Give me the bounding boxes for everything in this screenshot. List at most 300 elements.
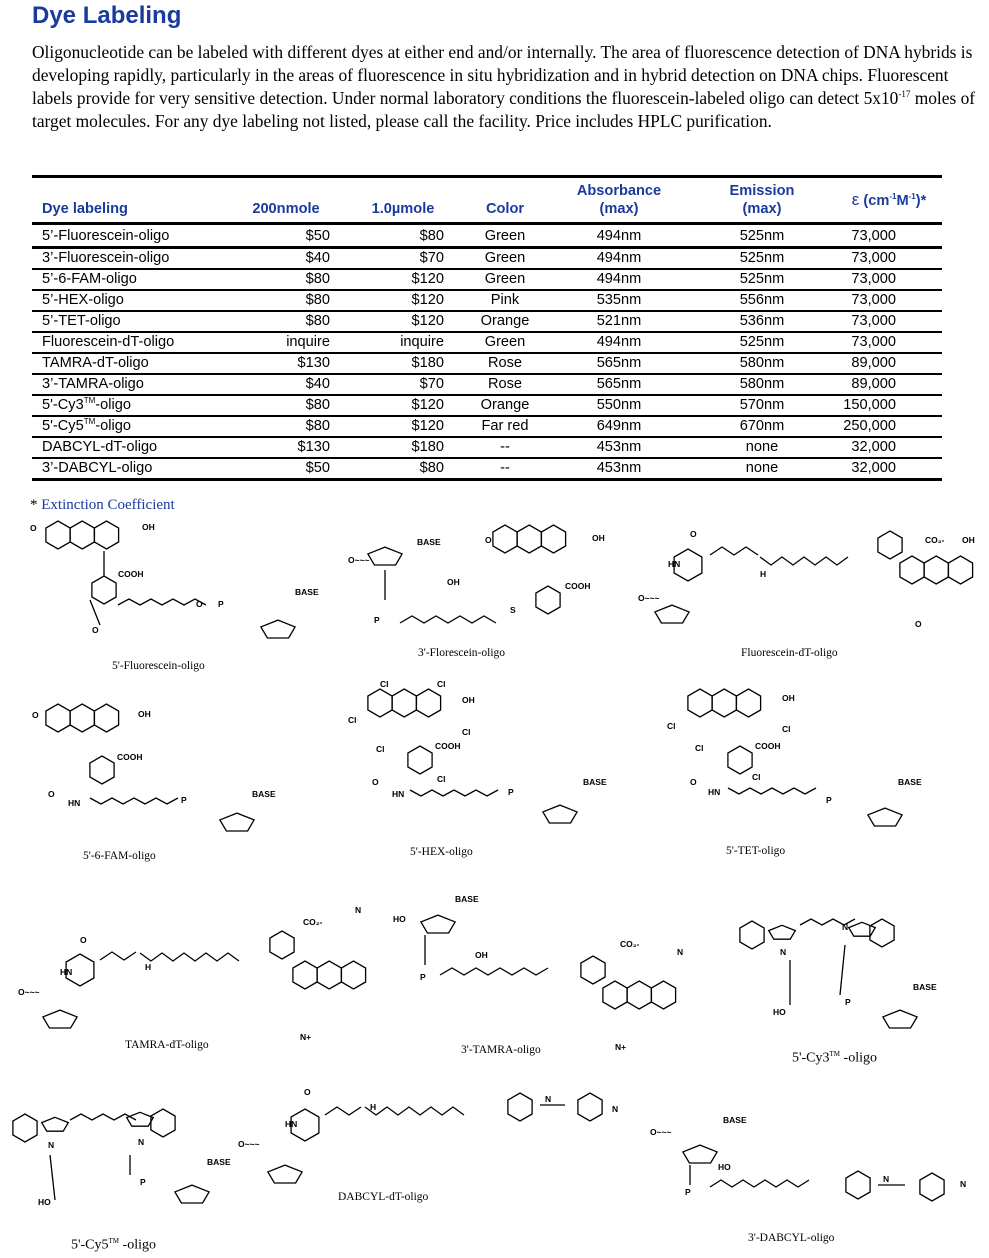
xanthene-ring bbox=[900, 556, 924, 584]
hexyl-linker bbox=[140, 953, 239, 961]
table-row bbox=[32, 248, 942, 270]
cell-color: Orange bbox=[460, 311, 550, 332]
carboxyl-label: COOH bbox=[118, 569, 144, 579]
nitrogen-label: N bbox=[883, 1174, 890, 1184]
table-row bbox=[32, 458, 942, 480]
hexyl-linker bbox=[410, 790, 498, 796]
table-row bbox=[32, 269, 942, 290]
nitrogen-label: N bbox=[842, 922, 849, 932]
cell-abs: 649nm bbox=[550, 416, 688, 437]
cell-em: 580nm bbox=[688, 374, 836, 395]
oxygen-label: O bbox=[485, 535, 492, 545]
caption-fluorescein-dt: Fluorescein-dT-oligo bbox=[741, 647, 838, 659]
caption-cy5-b: -oligo bbox=[119, 1237, 156, 1253]
xanthene-ring bbox=[70, 704, 94, 732]
eps-end: )* bbox=[915, 192, 927, 209]
cell-dye bbox=[32, 269, 226, 290]
cell-color: Orange bbox=[460, 395, 550, 416]
benzoic-ring bbox=[728, 746, 752, 774]
header-emission bbox=[688, 177, 836, 224]
nitrogen-label: N bbox=[48, 1140, 55, 1150]
hydroxyl-label: OH bbox=[138, 709, 151, 719]
cell-p1: $70 bbox=[346, 248, 460, 270]
oxygen-label: O bbox=[690, 777, 697, 787]
cell-abs: 535nm bbox=[550, 290, 688, 311]
carboxylate-label: CO₂- bbox=[303, 917, 323, 927]
oxygen-label: O bbox=[32, 710, 39, 720]
cell-abs: 565nm bbox=[550, 374, 688, 395]
indole-ring bbox=[13, 1114, 37, 1142]
indole-ring bbox=[42, 1117, 69, 1131]
dye-name: 5’-Fluorescein-oligo bbox=[42, 228, 170, 244]
deoxyribose-ring bbox=[268, 1165, 302, 1183]
carboxyl-label: COOH bbox=[755, 741, 781, 751]
caption-cy3 bbox=[792, 1050, 877, 1067]
cell-dye bbox=[32, 458, 226, 480]
cell-eps: 73,000 bbox=[836, 311, 942, 332]
cell-em: 556nm bbox=[688, 290, 836, 311]
deoxyribose-ring bbox=[421, 915, 455, 933]
cell-p1: $80 bbox=[346, 224, 460, 248]
hydroxyl-label: OH bbox=[447, 577, 460, 587]
cell-eps: 250,000 bbox=[836, 416, 942, 437]
nitrogen-label: N bbox=[138, 1137, 145, 1147]
cell-p200: $80 bbox=[226, 416, 346, 437]
oxygen-label: O bbox=[196, 599, 203, 609]
cell-eps: 32,000 bbox=[836, 458, 942, 480]
cell-p200: $80 bbox=[226, 269, 346, 290]
cell-dye bbox=[32, 311, 226, 332]
caption-3-tamra: 3'-TAMRA-oligo bbox=[461, 1044, 541, 1056]
hydroxyl-label: HO bbox=[773, 1007, 786, 1017]
caption-5-fluorescein: 5'-Fluorescein-oligo bbox=[112, 660, 205, 672]
cell-abs: 494nm bbox=[550, 269, 688, 290]
chlorine-label: Cl bbox=[462, 727, 471, 737]
indole-ring bbox=[769, 925, 796, 939]
carboxylate-label: CO₂- bbox=[925, 535, 945, 545]
hydroxyl-label: OH bbox=[462, 695, 475, 705]
header-absorbance-2: (max) bbox=[599, 201, 639, 217]
cell-eps: 89,000 bbox=[836, 374, 942, 395]
base-label: BASE bbox=[583, 777, 607, 787]
chlorine-label: Cl bbox=[437, 774, 446, 784]
xanthene-ring bbox=[46, 521, 70, 549]
cell-em: 580nm bbox=[688, 353, 836, 374]
cell-dye bbox=[32, 395, 226, 416]
benzoic-ring bbox=[270, 931, 294, 959]
cell-color: Rose bbox=[460, 374, 550, 395]
acrylamide-linker bbox=[100, 952, 136, 960]
header-color: Color bbox=[485, 201, 525, 217]
cell-abs: 494nm bbox=[550, 332, 688, 353]
base-label: BASE bbox=[455, 894, 479, 904]
base-label: BASE bbox=[898, 777, 922, 787]
nitrogen-label: HN bbox=[285, 1119, 298, 1129]
cell-abs: 494nm bbox=[550, 224, 688, 248]
oxygen-label: O bbox=[48, 789, 55, 799]
table-row bbox=[32, 416, 942, 437]
eps-m: M bbox=[896, 192, 909, 209]
nitrogen-label: HN bbox=[708, 787, 721, 797]
bond bbox=[50, 1155, 55, 1200]
cell-p200: $50 bbox=[226, 224, 346, 248]
oligo-link-label: O~~~ bbox=[238, 1139, 260, 1149]
base-label: BASE bbox=[207, 1157, 231, 1167]
xanthene-ring bbox=[603, 981, 627, 1009]
benzoic-ring bbox=[90, 756, 114, 784]
table-row bbox=[32, 353, 942, 374]
xanthene-ring bbox=[924, 556, 948, 584]
phenyl-ring bbox=[578, 1093, 602, 1121]
deoxyribose-ring bbox=[868, 808, 902, 826]
nitrogen-label: N bbox=[355, 905, 362, 915]
structure-drawings bbox=[13, 521, 975, 1207]
cell-em: 570nm bbox=[688, 395, 836, 416]
xanthene-ring bbox=[712, 689, 736, 717]
bond bbox=[840, 945, 845, 995]
cell-eps: 73,000 bbox=[836, 248, 942, 270]
cell-dye bbox=[32, 224, 226, 248]
cell-em: 670nm bbox=[688, 416, 836, 437]
cell-em: 536nm bbox=[688, 311, 836, 332]
deoxyribose-ring bbox=[220, 813, 254, 831]
table-header-row bbox=[32, 177, 942, 224]
base-label: BASE bbox=[913, 982, 937, 992]
dye-name: 3’-Fluorescein-oligo bbox=[42, 250, 170, 266]
benzoic-ring bbox=[92, 576, 116, 604]
page-title: Dye Labeling bbox=[32, 2, 182, 29]
cell-dye bbox=[32, 374, 226, 395]
hydroxyl-label: OH bbox=[142, 522, 155, 532]
sulfur-label: S bbox=[510, 605, 516, 615]
indole-ring bbox=[151, 1109, 175, 1137]
polymethine-chain bbox=[70, 1114, 136, 1120]
xanthene-ring bbox=[46, 704, 70, 732]
eps-exp2: -1 bbox=[908, 191, 916, 201]
header-emission-1: Emission bbox=[729, 183, 795, 199]
cell-abs: 565nm bbox=[550, 353, 688, 374]
chlorine-label: Cl bbox=[348, 715, 357, 725]
caption-hex: 5'-HEX-oligo bbox=[410, 846, 473, 858]
cell-em: none bbox=[688, 437, 836, 458]
cell-p200: $40 bbox=[226, 374, 346, 395]
cell-abs: 453nm bbox=[550, 437, 688, 458]
base-label: BASE bbox=[723, 1115, 747, 1125]
hydroxyl-label: OH bbox=[592, 533, 605, 543]
nitrogen-label: N bbox=[612, 1104, 619, 1114]
base-label: BASE bbox=[417, 537, 441, 547]
caption-cy3-tm: TM bbox=[829, 1050, 841, 1058]
oligo-link-label: O~~~ bbox=[638, 593, 660, 603]
table-row bbox=[32, 311, 942, 332]
table-row bbox=[32, 290, 942, 311]
hexyl-linker bbox=[90, 798, 178, 804]
cell-p1: inquire bbox=[346, 332, 460, 353]
cell-color: Far red bbox=[460, 416, 550, 437]
eps-exp1: -1 bbox=[889, 191, 897, 201]
chlorine-label: Cl bbox=[376, 744, 385, 754]
cell-color: Green bbox=[460, 332, 550, 353]
cell-em: 525nm bbox=[688, 332, 836, 353]
header-extinction bbox=[836, 177, 942, 224]
phosphorus-label: P bbox=[685, 1187, 691, 1197]
phenyl-ring bbox=[508, 1093, 532, 1121]
ammonium-label: N+ bbox=[300, 1032, 312, 1042]
indole-ring bbox=[127, 1112, 154, 1126]
cell-eps: 150,000 bbox=[836, 395, 942, 416]
cell-em: 525nm bbox=[688, 224, 836, 248]
cell-p200: $130 bbox=[226, 437, 346, 458]
benzoic-ring bbox=[536, 586, 560, 614]
dye-suffix: -oligo bbox=[95, 397, 131, 413]
phosphorus-label: P bbox=[826, 795, 832, 805]
dye-name: 3’-TAMRA-oligo bbox=[42, 376, 144, 392]
header-absorbance-1: Absorbance bbox=[576, 183, 662, 199]
hydrogen-label: H bbox=[370, 1102, 377, 1112]
nitrogen-label: HN bbox=[68, 798, 81, 808]
cell-p1: $180 bbox=[346, 353, 460, 374]
phosphorus-label: P bbox=[140, 1177, 146, 1187]
acrylamide-linker bbox=[710, 547, 758, 555]
table-row bbox=[32, 332, 942, 353]
cell-dye bbox=[32, 437, 226, 458]
cell-abs: 521nm bbox=[550, 311, 688, 332]
cell-p1: $120 bbox=[346, 269, 460, 290]
nitrogen-label: HN bbox=[668, 559, 681, 569]
cell-p200: $130 bbox=[226, 353, 346, 374]
cell-eps: 73,000 bbox=[836, 269, 942, 290]
caption-6-fam: 5'-6-FAM-oligo bbox=[83, 850, 156, 862]
trademark-mark: TM bbox=[83, 417, 96, 427]
chlorine-label: Cl bbox=[437, 679, 446, 689]
hydrogen-label: H bbox=[760, 569, 767, 579]
chlorine-label: Cl bbox=[695, 743, 704, 753]
trademark-mark: TM bbox=[83, 396, 96, 406]
xanthene-ring bbox=[341, 961, 365, 989]
cell-color: -- bbox=[460, 458, 550, 480]
chlorine-label: Cl bbox=[782, 724, 791, 734]
hexyl-linker bbox=[728, 788, 816, 794]
cell-dye bbox=[32, 248, 226, 270]
cell-em: none bbox=[688, 458, 836, 480]
intro-text-1: Oligonucleotide can be labeled with different dyes at either end and/or internally. The area of fluorescence detection of DNA hybrids is developing rapidly, particularly in the areas of fluorescence in situ hybridization and in hybrid detection on DNA chips. Fluorescent labels provide for very sensitive detection. Under normal laboratory conditions the fluorescein-labeled oligo can detect 5x10 bbox=[32, 42, 973, 108]
benzoic-ring bbox=[581, 956, 605, 984]
cell-em: 525nm bbox=[688, 269, 836, 290]
hydrogen-label: H bbox=[145, 962, 152, 972]
table-body bbox=[32, 224, 942, 480]
hydroxyl-label: OH bbox=[962, 535, 975, 545]
carboxyl-label: COOH bbox=[565, 581, 591, 591]
hydroxyl-label: OH bbox=[782, 693, 795, 703]
epsilon-symbol: ε bbox=[851, 189, 860, 209]
caption-cy5 bbox=[71, 1237, 156, 1254]
xanthene-ring bbox=[688, 689, 712, 717]
cell-eps: 73,000 bbox=[836, 290, 942, 311]
cell-p200: $80 bbox=[226, 395, 346, 416]
cell-dye bbox=[32, 290, 226, 311]
xanthene-ring bbox=[416, 689, 440, 717]
indole-ring bbox=[740, 921, 764, 949]
xanthene-ring bbox=[293, 961, 317, 989]
dye-name: 5’-TET-oligo bbox=[42, 313, 121, 329]
oxygen-label: O bbox=[92, 625, 99, 635]
table-row bbox=[32, 437, 942, 458]
intro-text-2: moles of target molecules. For any dye labeling not listed, please call the facility. Price includes HPLC purification. bbox=[32, 88, 976, 131]
xanthene-ring bbox=[541, 525, 565, 553]
deoxyribose-ring bbox=[261, 620, 295, 638]
base-label: BASE bbox=[252, 789, 276, 799]
oxygen-label: O bbox=[372, 777, 379, 787]
phosphorus-label: P bbox=[218, 599, 224, 609]
cell-p1: $70 bbox=[346, 374, 460, 395]
phosphorus-label: P bbox=[420, 972, 426, 982]
oxygen-label: O bbox=[690, 529, 697, 539]
phenyl-ring bbox=[920, 1173, 944, 1201]
carboxyl-label: COOH bbox=[117, 752, 143, 762]
xanthene-ring bbox=[392, 689, 416, 717]
hydroxyl-label: OH bbox=[475, 950, 488, 960]
cell-dye bbox=[32, 332, 226, 353]
nitrogen-label: N bbox=[780, 947, 787, 957]
cell-color: Green bbox=[460, 248, 550, 270]
oligo-link-label: O~~~ bbox=[18, 987, 40, 997]
cell-dye bbox=[32, 353, 226, 374]
cell-color: Green bbox=[460, 269, 550, 290]
dye-name: 5’-6-FAM-oligo bbox=[42, 271, 137, 287]
footnote-mark: * bbox=[30, 497, 38, 513]
oligo-link-label: O~~~ bbox=[650, 1127, 672, 1137]
deoxyribose-ring bbox=[883, 1010, 917, 1028]
caption-cy3-b: -oligo bbox=[840, 1050, 877, 1066]
cell-p1: $120 bbox=[346, 311, 460, 332]
indole-ring bbox=[870, 919, 894, 947]
linker-chain bbox=[440, 968, 548, 975]
dye-labeling-table bbox=[32, 175, 942, 481]
cell-color: Pink bbox=[460, 290, 550, 311]
dye-name: TAMRA-dT-oligo bbox=[42, 355, 149, 371]
xanthene-ring bbox=[493, 525, 517, 553]
dye-name: 5'-Cy5 bbox=[42, 418, 84, 434]
cell-color: Green bbox=[460, 224, 550, 248]
dye-name: 5’-HEX-oligo bbox=[42, 292, 124, 308]
deoxyribose-ring bbox=[683, 1145, 717, 1163]
oxygen-label: O bbox=[80, 935, 87, 945]
header-1umole: 1.0µmole bbox=[371, 201, 435, 217]
xanthene-ring bbox=[517, 525, 541, 553]
dye-suffix: -oligo bbox=[95, 418, 131, 434]
dye-name: 3’-DABCYL-oligo bbox=[42, 460, 153, 476]
table-row bbox=[32, 395, 942, 416]
nitrogen-label: N bbox=[545, 1094, 552, 1104]
hexyl-linker bbox=[365, 1107, 464, 1115]
xanthene-ring bbox=[627, 981, 651, 1009]
caption-3-fluorescein: 3'-Florescein-oligo bbox=[418, 647, 506, 659]
header-200nmole: 200nmole bbox=[252, 201, 320, 217]
cell-abs: 453nm bbox=[550, 458, 688, 480]
cell-abs: 494nm bbox=[550, 248, 688, 270]
ammonium-label: N+ bbox=[615, 1042, 627, 1052]
cell-p1: $120 bbox=[346, 290, 460, 311]
footnote-text: Extinction Coefficient bbox=[41, 497, 175, 513]
oxygen-label: O bbox=[304, 1087, 311, 1097]
dye-name: DABCYL-dT-oligo bbox=[42, 439, 158, 455]
cell-p1: $120 bbox=[346, 416, 460, 437]
phosphorus-label: P bbox=[845, 997, 851, 1007]
dye-name: Fluorescein-dT-oligo bbox=[42, 334, 175, 350]
phosphorus-label: P bbox=[374, 615, 380, 625]
intro-paragraph bbox=[32, 41, 977, 133]
caption-cy5-tm: TM bbox=[108, 1237, 120, 1245]
cell-p200: $80 bbox=[226, 290, 346, 311]
nitrogen-label: N bbox=[960, 1179, 967, 1189]
xanthene-ring bbox=[948, 556, 972, 584]
hexyl-linker bbox=[118, 599, 206, 605]
deoxyribose-ring bbox=[43, 1010, 77, 1028]
indole-ring bbox=[849, 922, 876, 936]
table-row bbox=[32, 224, 942, 248]
xanthene-ring bbox=[368, 689, 392, 717]
benzoic-ring bbox=[408, 746, 432, 774]
cell-p1: $180 bbox=[346, 437, 460, 458]
cell-p200: $80 bbox=[226, 311, 346, 332]
cell-color: -- bbox=[460, 437, 550, 458]
header-dye-labeling: Dye labeling bbox=[42, 201, 128, 217]
deoxyribose-ring bbox=[655, 605, 689, 623]
oligo-link-label: O~~~ bbox=[348, 555, 370, 565]
benzoic-ring bbox=[878, 531, 902, 559]
nitrogen-label: HN bbox=[60, 967, 73, 977]
phosphorus-label: P bbox=[181, 795, 187, 805]
bond bbox=[90, 600, 100, 625]
xanthene-ring bbox=[651, 981, 675, 1009]
deoxyribose-ring bbox=[175, 1185, 209, 1203]
chlorine-label: Cl bbox=[667, 721, 676, 731]
nitrogen-label: N bbox=[677, 947, 684, 957]
amino-linker bbox=[400, 616, 496, 623]
xanthene-ring bbox=[736, 689, 760, 717]
intro-exponent: -17 bbox=[898, 89, 911, 100]
caption-cy3-a: 5'-Cy3 bbox=[792, 1050, 830, 1066]
cell-eps: 73,000 bbox=[836, 224, 942, 248]
footnote bbox=[30, 497, 175, 514]
caption-3-dabcyl: 3'-DABCYL-oligo bbox=[748, 1232, 835, 1244]
xanthene-ring bbox=[70, 521, 94, 549]
hydroxyl-label: HO bbox=[393, 914, 406, 924]
hydroxyl-label: HO bbox=[38, 1197, 51, 1207]
deoxyribose-ring bbox=[543, 805, 577, 823]
cell-color: Rose bbox=[460, 353, 550, 374]
cell-dye bbox=[32, 416, 226, 437]
caption-dabcyl-dt: DABCYL-dT-oligo bbox=[338, 1191, 429, 1203]
hydroxyl-label: HO bbox=[718, 1162, 731, 1172]
chlorine-label: Cl bbox=[380, 679, 389, 689]
header-emission-2: (max) bbox=[742, 201, 782, 217]
cell-p1: $120 bbox=[346, 395, 460, 416]
xanthene-ring bbox=[94, 704, 118, 732]
caption-cy5-a: 5'-Cy5 bbox=[71, 1237, 109, 1253]
dye-name: 5'-Cy3 bbox=[42, 397, 84, 413]
cell-p1: $80 bbox=[346, 458, 460, 480]
caption-tamra-dt: TAMRA-dT-oligo bbox=[125, 1039, 209, 1051]
linker-chain bbox=[710, 1180, 809, 1187]
xanthene-ring bbox=[94, 521, 118, 549]
cell-eps: 89,000 bbox=[836, 353, 942, 374]
eps-unit: (cm bbox=[863, 192, 890, 209]
oxygen-label: O bbox=[915, 619, 922, 629]
base-label: BASE bbox=[295, 587, 319, 597]
cell-eps: 73,000 bbox=[836, 332, 942, 353]
table-row bbox=[32, 374, 942, 395]
